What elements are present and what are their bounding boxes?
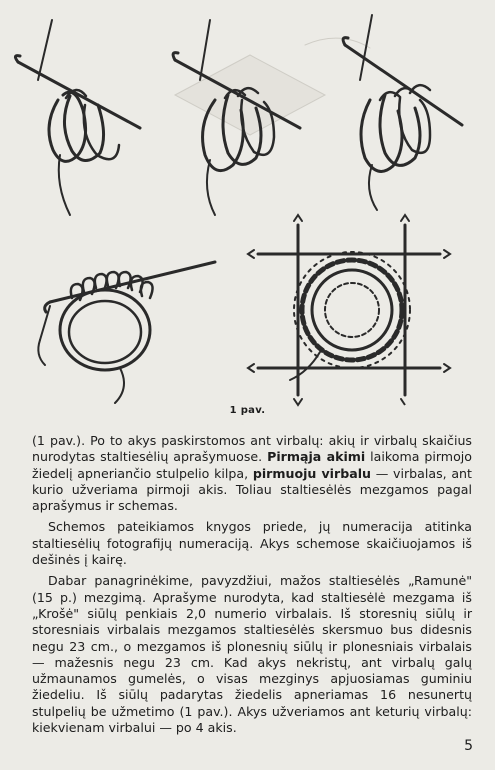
crochet-step-1: [15, 20, 140, 215]
text-segment: Schemos pateikiamos knygos priede, jų numeracija atitinka staltiesėlių fotografijų numeraciją. Akys schemose skaičiuojamos iš dešinės į kairę.: [32, 519, 472, 568]
figure-caption: 1 pav.: [229, 405, 266, 416]
term-first-needle: pirmuoju virbalu: [252, 465, 371, 481]
text-segment: (1 pav.). Po to akys paskirstomos ant virbalų: akių ir virbalų skaičius nurodytas staltiesėlių aprašymuose.: [32, 433, 472, 465]
crochet-step-3: [343, 15, 462, 210]
page-number: 5: [464, 738, 473, 754]
body-text: [32, 433, 472, 741]
paragraph-1: [32, 433, 472, 514]
paragraph-2: [32, 519, 472, 568]
term-first-stitch: Pirmąja akimi: [267, 449, 366, 465]
text-segment: laikoma pirmojo žiedelį apnerianči​o stulpelio kilpa,: [32, 449, 472, 481]
paragraph-3: [32, 573, 472, 736]
crochet-ring-on-needles: [248, 215, 450, 405]
text-segment: Dabar panagrinėkime, pavyzdžiui, mažos staltiesėlės „Ramunė" (15 p.) mezgimą. Aprašyme nurodyta, kad staltiesėlė mezgama iš „Krošė" siūlų penkiais 2,0 numerio virbalais. Iš storesnių siūlų ir storesniais virbalais mezgamos staltiesėlės skersmuo bus didesnis negu 23 cm., o mezgamos iš plonesnių siūlų ir plonesniais virbalais — mažesnis negu 23 cm. Kad akys nekristų, ant virbalų galų užmaunamos gumelės, o visas mezginys apjuosiamas guminiu žiedeliu. Iš siūlų padarytas žiedelis apneriamas 16 nesunertų stulpelių be užmetimo (1 pav.). Akys užveriamos ant keturių virbalų: kiekvienam virbalui — po 4 akis.: [32, 573, 472, 736]
crochet-ring-on-hook: [38, 262, 215, 403]
text-segment: — virbalas, ant kurio užveriama pirmoji akis. Toliau staltiesėlės mezgamos pagal aprašymus ir schemas.: [32, 465, 472, 514]
